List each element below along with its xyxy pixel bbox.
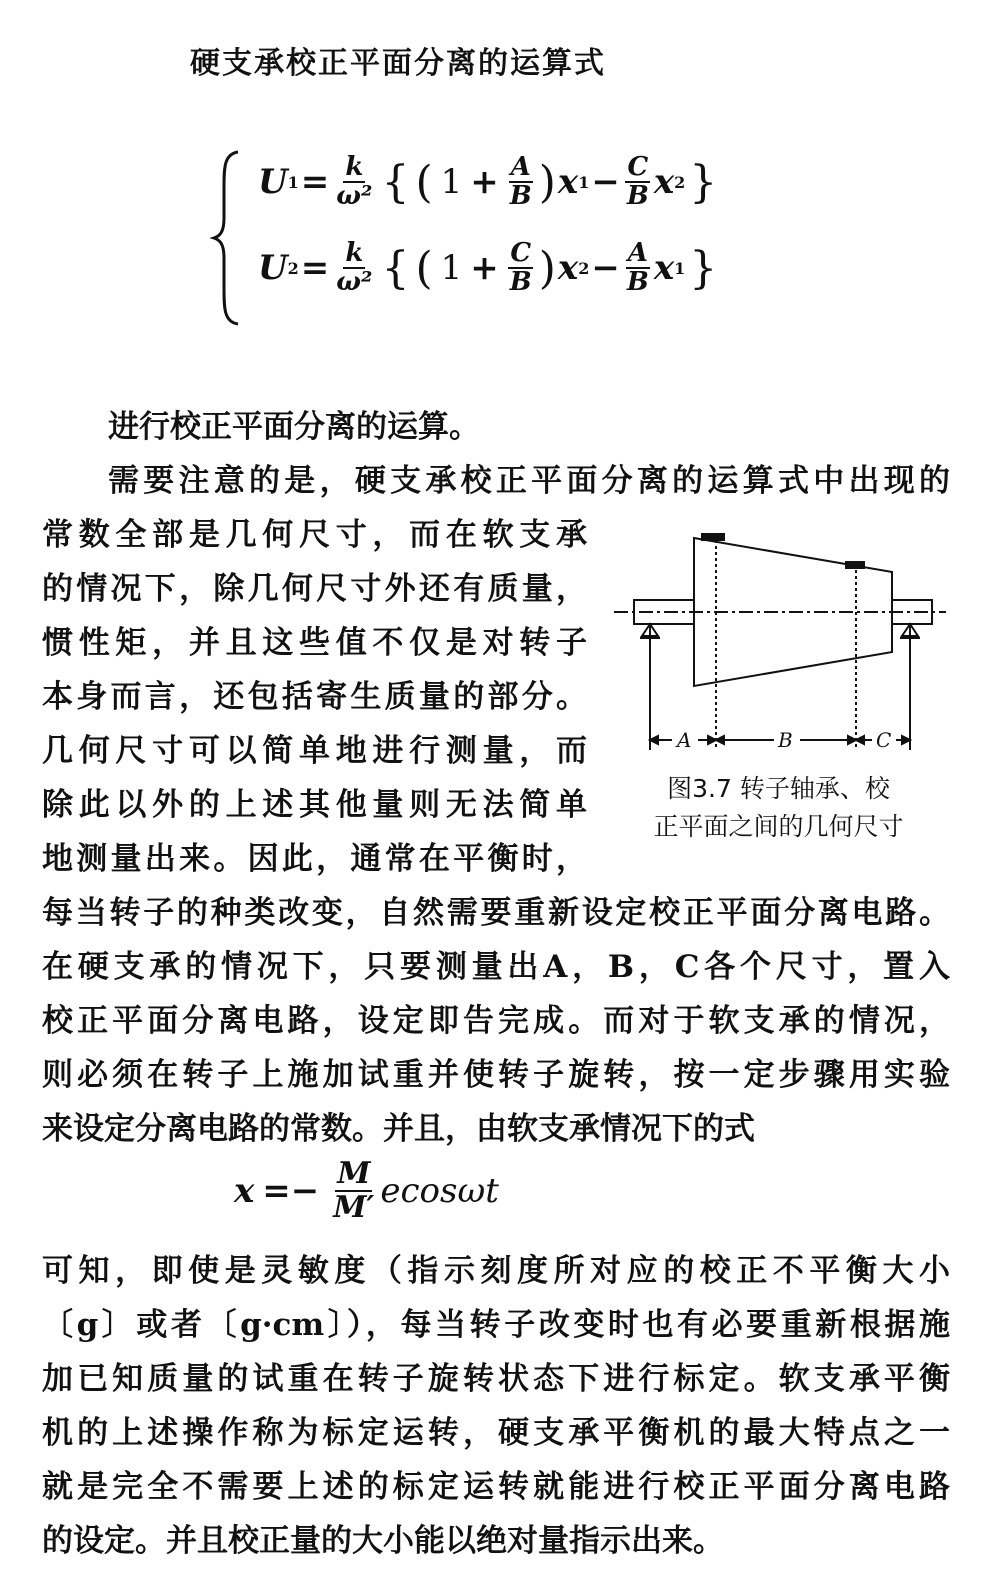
paragraph-line: 来设定分离电路的常数。并且，由软支承情况下的式: [42, 1111, 755, 1147]
paragraph-line: 进行校正平面分离的运算。: [108, 409, 480, 445]
rotor-figure: [606, 520, 951, 780]
left-brace-icon: [210, 148, 244, 328]
paragraph-line: 校正平面分离电路，设定即告完成。而对于软支承的情况，: [42, 1003, 950, 1039]
m-over-mprime: $\frac{M}{M'}$: [333, 1156, 375, 1225]
dim-label-a: A: [677, 728, 692, 752]
k-over-omega2: $\frac{k}{\text{ω²}}$: [336, 238, 373, 298]
u-symbol: U: [258, 162, 288, 203]
paragraph-line: 本身而言，还包括寄生质量的部分。: [42, 679, 587, 715]
hard-bearing-formula: [210, 148, 730, 328]
paragraph-line: 的情况下，除几何尺寸外还有质量，: [42, 571, 587, 607]
a-over-b: $\frac{A}{B}$: [509, 152, 532, 212]
c-over-b: $\frac{C}{B}$: [509, 238, 532, 298]
dim-label-c: C: [876, 728, 892, 752]
figure-caption: 图3.7 转子轴承、校 正平面之间的几何尺寸: [653, 774, 904, 841]
paragraph-line: 需要注意的是，硬支承校正平面分离的运算式中出现的: [108, 463, 950, 499]
paragraph-line: 加已知质量的试重在转子旋转状态下进行标定。软支承平衡: [42, 1361, 950, 1397]
c-over-b: $\frac{C}{B}$: [626, 152, 649, 212]
paragraph-line: 地测量出来。因此，通常在平衡时，: [42, 841, 587, 877]
paragraph-line: 可知，即使是灵敏度（指示刻度所对应的校正不平衡大小: [42, 1253, 950, 1289]
k-over-omega2: $\frac{k}{\text{ω²}}$: [336, 152, 373, 212]
paragraph-line: 〔g〕或者〔g·cm〕），每当转子改变时也有必要重新根据施: [42, 1307, 950, 1343]
paragraph-line: 就是完全不需要上述的标定运转就能进行校正平面分离电路: [42, 1469, 950, 1505]
page-title: 硬支承校正平面分离的运算式: [190, 46, 606, 81]
equation-u2: U 2 = $\frac{k}{\text{ω²}}$ { ( 1 + $\frac{C}{B}$ ) x 2 − $\frac{A}{B}$ x 1 }: [258, 238, 718, 298]
soft-bearing-formula: x =− $\frac{M}{M'}$ ecosωt: [234, 1156, 499, 1225]
paragraph-line: 每当转子的种类改变，自然需要重新设定校正平面分离电路。: [42, 895, 950, 931]
paragraph-line: 则必须在转子上施加试重并使转子旋转，按一定步骤用实验: [42, 1057, 950, 1093]
equation-u1: U 1 = $\frac{k}{\text{ω²}}$ { ( 1 + $\frac{A}{B}$ ) x 1 − $\frac{C}{B}$ x 2 }: [258, 152, 718, 212]
paragraph-line: 除此以外的上述其他量则无法简单: [42, 787, 587, 823]
paragraph-line: 机的上述操作称为标定运转，硬支承平衡机的最大特点之一: [42, 1415, 950, 1451]
dim-label-b: B: [778, 728, 793, 752]
a-over-b: $\frac{A}{B}$: [626, 238, 649, 298]
paragraph-line: 常数全部是几何尺寸，而在软支承: [42, 517, 587, 553]
paragraph-line: 几何尺寸可以简单地进行测量，而: [42, 733, 587, 769]
paragraph-line: 的设定。并且校正量的大小能以绝对量指示出来。: [42, 1523, 724, 1559]
paragraph-line: 在硬支承的情况下，只要测量出A，B，C各个尺寸，置入: [42, 949, 950, 985]
paragraph-line: 惯性矩，并且这些值不仅是对转子: [42, 625, 587, 661]
